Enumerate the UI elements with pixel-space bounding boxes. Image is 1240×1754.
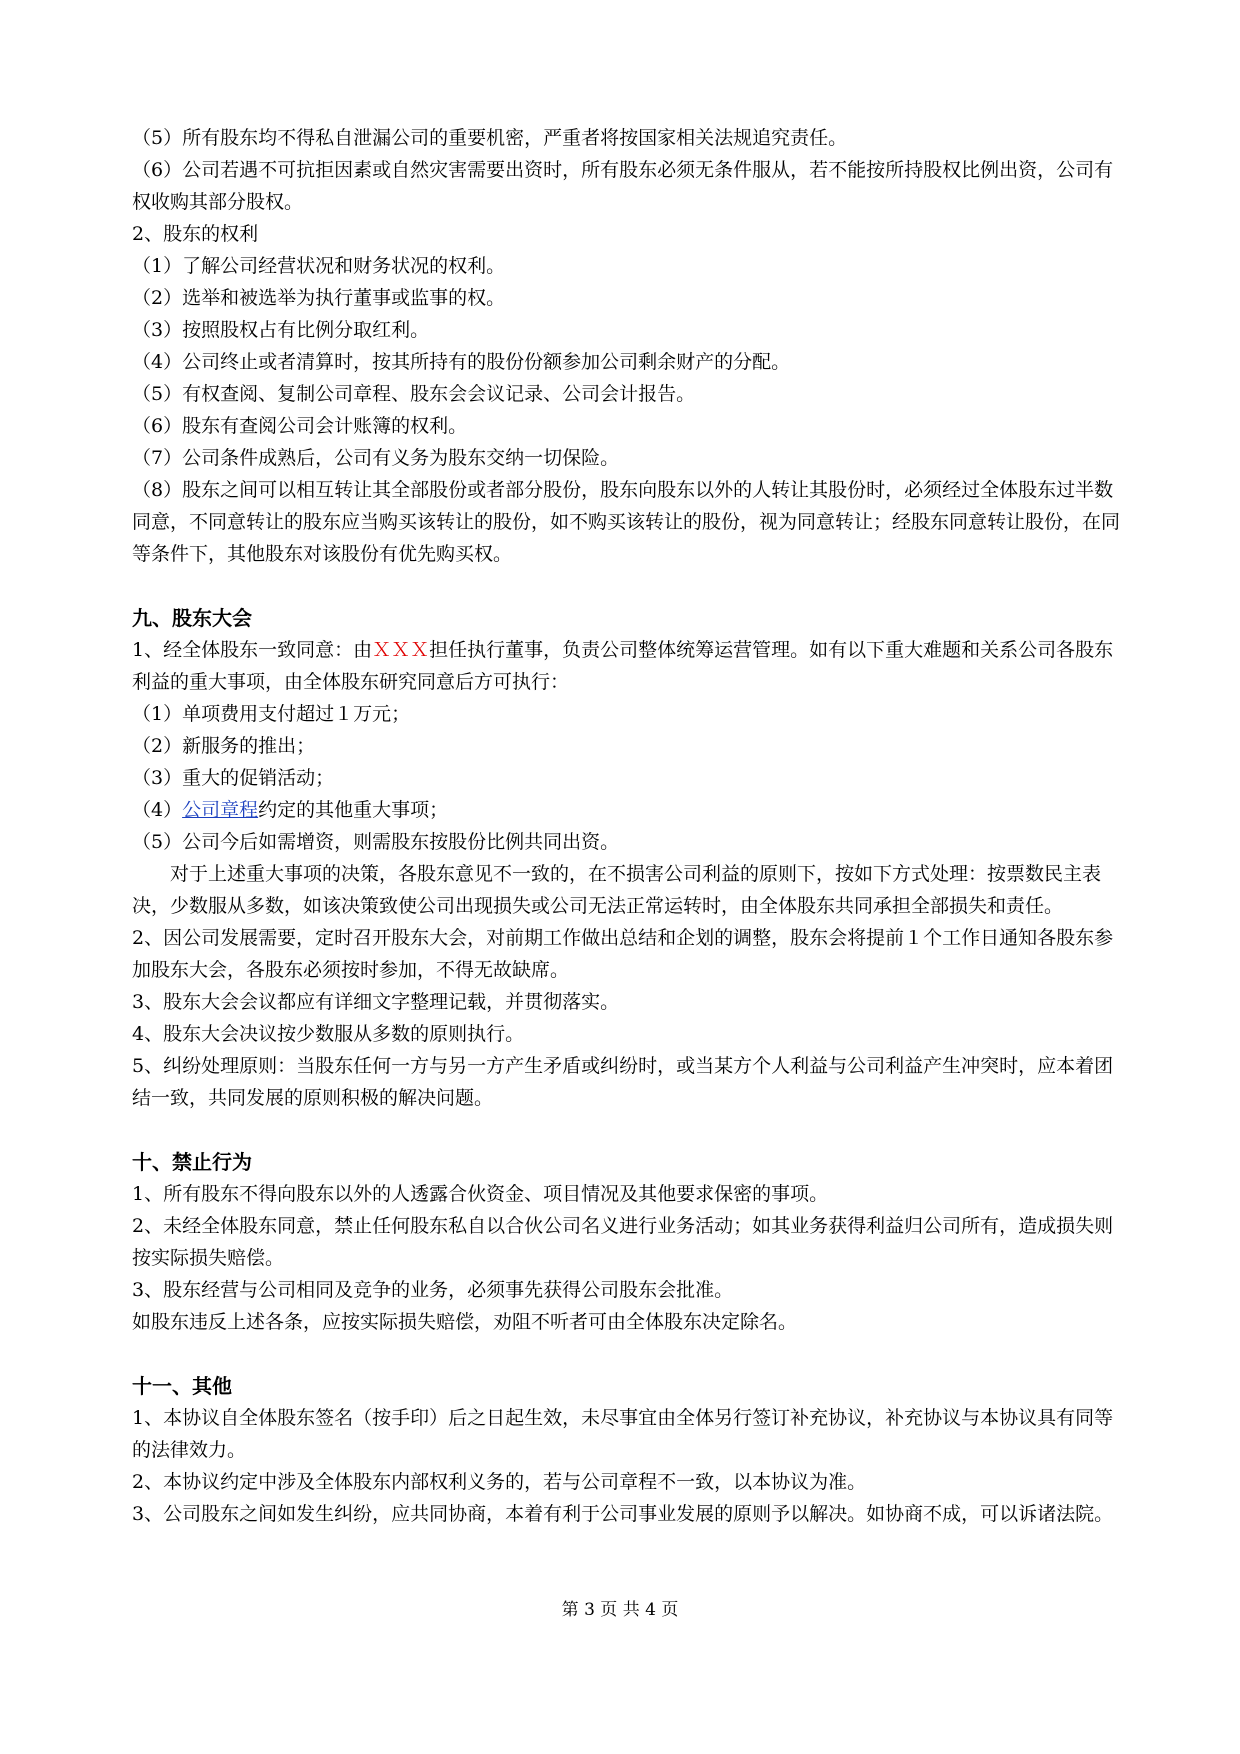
rights-item-6: （6）股东有查阅公司会计账簿的权利。: [132, 415, 468, 437]
articles-of-association-link[interactable]: 公司章程: [182, 799, 259, 821]
prohibited-paragraph-2: 2、未经全体股东同意，禁止任何股东私自以合伙公司名义进行业务活动；如其业务获得利益归公司所有，造成损失则按实际损失赔偿。: [132, 1215, 1114, 1269]
duty-item-6: （6）公司若遇不可抗拒因素或自然灾害需要出资时，所有股东必须无条件服从，若不能按所持股权比例出资，公司有权收购其部分股权。: [132, 159, 1114, 213]
major-item-3: （3）重大的促销活动；: [132, 767, 335, 789]
section-heading-prohibited-acts: 十、禁止行为: [132, 1150, 252, 1174]
prohibited-paragraph-4: 如股东违反上述各条，应按实际损失赔偿，劝阻不听者可由全体股东决定除名。: [132, 1311, 798, 1333]
rights-item-8: （8）股东之间可以相互转让其全部股份或者部分股份，股东向股东以外的人转让其股份时，必须经过全体股东过半数同意，不同意转让的股东应当购买该转让的股份，如不购买该转让的股份，视为同意转让；经股东同意转让股份，在同等条件下，其他股东对该股份有优先购买权。: [132, 479, 1121, 565]
major-item-4-suffix: 约定的其他重大事项；: [258, 799, 449, 821]
duty-item-5: （5）所有股东均不得私自泄漏公司的重要机密，严重者将按国家相关法规追究责任。: [132, 127, 848, 149]
decision-paragraph: 对于上述重大事项的决策，各股东意见不一致的，在不损害公司利益的原则下，按如下方式处理：按票数民主表决，少数服从多数，如该决策致使公司出现损失或公司无法正常运转时，由全体股东共同承担全部损失和责任。: [132, 863, 1102, 917]
major-item-4-prefix: （4）: [132, 799, 183, 821]
major-item-4: [132, 794, 1122, 826]
other-paragraph-3: 3、公司股东之间如发生纠纷，应共同协商，本着有利于公司事业发展的原则予以解决。如协商不成，可以诉诸法院。: [132, 1503, 1114, 1525]
major-item-2: （2）新服务的推出；: [132, 735, 316, 757]
section-heading-shareholders-meeting: 九、股东大会: [132, 606, 252, 630]
other-paragraph-1: 1、本协议自全体股东签名（按手印）后之日起生效，未尽事宜由全体另行签订补充协议，补充协议与本协议具有同等的法律效力。: [132, 1407, 1114, 1461]
major-item-5: （5）公司今后如需增资，则需股东按股份比例共同出资。: [132, 831, 620, 853]
director-name-placeholder: ＸＸＸ: [372, 639, 430, 661]
major-item-1: （1）单项费用支付超过１万元；: [132, 703, 411, 725]
section-heading-other: 十一、其他: [132, 1374, 232, 1398]
rights-item-2: （2）选举和被选举为执行董事或监事的权。: [132, 287, 506, 309]
rights-item-4: （4）公司终止或者清算时，按其所持有的股份份额参加公司剩余财产的分配。: [132, 351, 791, 373]
prohibited-paragraph-3: 3、股东经营与公司相同及竞争的业务，必须事先获得公司股东会批准。: [132, 1279, 734, 1301]
meeting-paragraph-2: 2、因公司发展需要，定时召开股东大会，对前期工作做出总结和企划的调整，股东会将提前１个工作日通知各股东参加股东大会，各股东必须按时参加，不得无故缺席。: [132, 927, 1114, 981]
document-page: [132, 122, 1122, 1530]
rights-item-7: （7）公司条件成熟后，公司有义务为股东交纳一切保险。: [132, 447, 620, 469]
meeting-paragraph-5: 5、纠纷处理原则：当股东任何一方与另一方产生矛盾或纠纷时，或当某方个人利益与公司利益产生冲突时，应本着团结一致，共同发展的原则积极的解决问题。: [132, 1055, 1114, 1109]
meeting-paragraph-1-prefix: 1、经全体股东一致同意：由: [132, 639, 373, 661]
rights-heading: 2、股东的权利: [132, 223, 259, 245]
prohibited-paragraph-1: 1、所有股东不得向股东以外的人透露合伙资金、项目情况及其他要求保密的事项。: [132, 1183, 829, 1205]
rights-item-1: （1）了解公司经营状况和财务状况的权利。: [132, 255, 506, 277]
rights-item-3: （3）按照股权占有比例分取红利。: [132, 319, 430, 341]
meeting-paragraph-4: 4、股东大会决议按少数服从多数的原则执行。: [132, 1023, 525, 1045]
meeting-paragraph-1-suffix: 担任执行董事，负责公司整体统筹运营管理。如有以下重大难题和关系公司各股东利益的重大事项，由全体股东研究同意后方可执行：: [132, 639, 1114, 693]
page-number-footer: 第 3 页 共 4 页: [561, 1600, 679, 1620]
other-paragraph-2: 2、本协议约定中涉及全体股东内部权利义务的，若与公司章程不一致，以本协议为准。: [132, 1471, 867, 1493]
rights-item-5: （5）有权查阅、复制公司章程、股东会会议记录、公司会计报告。: [132, 383, 696, 405]
meeting-paragraph-3: 3、股东大会会议都应有详细文字整理记载，并贯彻落实。: [132, 991, 620, 1013]
meeting-paragraph-1: [132, 634, 1122, 698]
